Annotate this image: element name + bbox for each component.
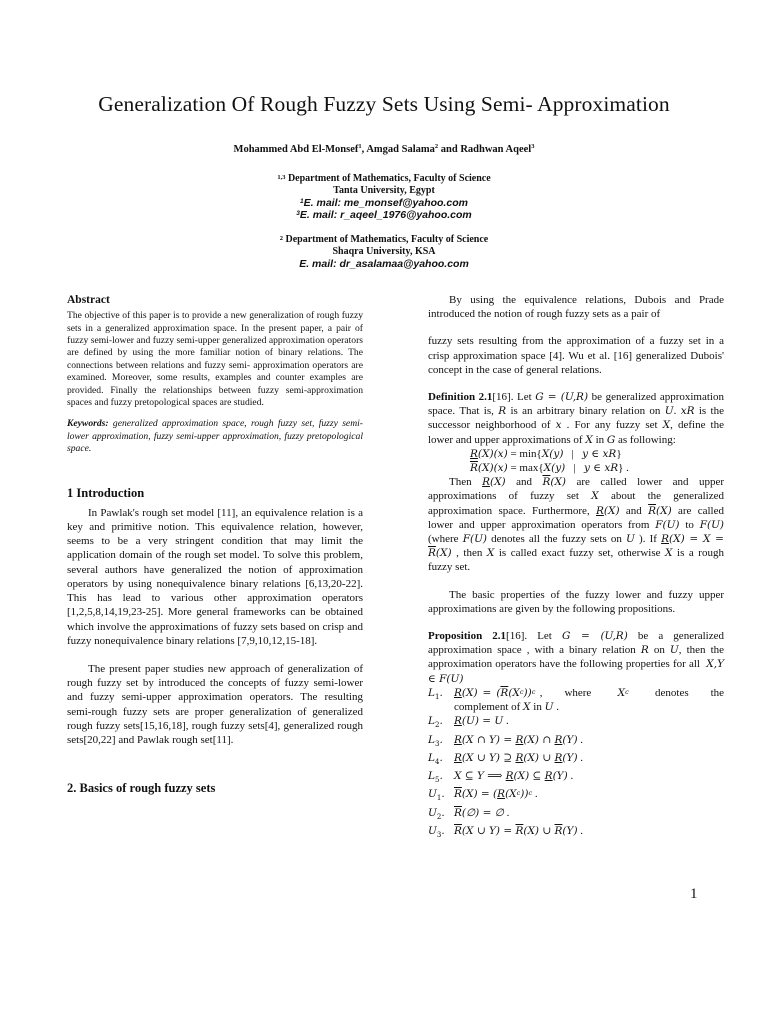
author-and: and (440, 144, 458, 155)
property-L1: $L_1$. $R(X) = (\overline{R}(X^c))^c$ , where $X^c$ denotes the complement of X in U . (428, 686, 725, 714)
abstract-text: The objective of this paper is to provide a new generalization of rough fuzzy sets in a generalized approximation space. In the present paper, a pair of fuzzy semi-lower and fuzzy semi-upper generalized approximation operators are defined by using the more familiar notion of binary relations. The connections between relations and fuzzy semi- approximation operators are examined. Moreover, some results, examples and counter examples are provided. Finally the relationships between fuzzy semi-approximation spaces and fuzzy pretopological spaces are studied. (67, 310, 363, 409)
right-column (428, 293, 724, 842)
email-3: $^3$E. mail: r_aqeel_1976@yahoo.com (296, 209, 472, 221)
author-3: Radhwan Aqeel (460, 144, 532, 155)
definition-formula-upper: $\overline{R}(X)(x) = \max\{X(y)$ | y ∈ xR} . (470, 462, 629, 475)
proposition-2-1: Proposition 2.1[16]. Let G = (U,R) be a generalized approximation space , with a binary relation R on U, then the approximation operators have the following properties for all X,Y ∈ F(U) (428, 630, 725, 685)
paper-title: Generalization Of Rough Fuzzy Sets Using Semi- Approximation (98, 92, 670, 116)
author-2-sup: 2 (434, 143, 439, 150)
property-L4: $L_4$. R(X ∪ Y) ⊇ R(X) ∪ R(Y) . (428, 751, 584, 766)
keywords (67, 418, 363, 455)
definition-ref: [16]. (492, 391, 514, 404)
keywords-text: generalized approximation space, rough fuzzy set, fuzzy semi-lower approximation, fuzzy semi-upper approximation, fuzzy pretopological space. (67, 418, 363, 455)
keywords-label: Keywords: (67, 418, 109, 430)
property-U2: $U_2$. $\overline{R}(\emptyset)$ = ∅ . (428, 806, 510, 821)
page-number: 1 (690, 886, 698, 902)
definition-formula-lower: R(X)(x) = min{X(y) | y ∈ xR} (470, 447, 622, 460)
property-L5: $L_5$. X ⊆ Y ⟹ R(X) ⊆ R(Y) . (428, 770, 574, 785)
author-1: Mohammed Abd El-Monsef (233, 144, 359, 155)
author-3-sup: 3 (531, 143, 535, 150)
proposition-ref: [16]. (506, 630, 528, 643)
email-1: $^1$E. mail: me_monsef@yahoo.com (300, 197, 468, 209)
affiliation-2 (0, 234, 768, 270)
author-1-sup: 1 (358, 143, 362, 150)
affiliation-1-univ: Tanta University, Egypt (333, 185, 435, 196)
definition-continuation: Then R(X) and $\overline{R}(X)$ are called lower and upper approximations of fuzzy set X about the generalized approximation space. Furthermore, R(X) and $\overline{R}(X)$ are called lower and upper approximation operators from F(U) to F(U) (where F(U) denotes all the fuzzy sets on U ). If $R(X) = X = \overline{R}(X)$ , then X is called exact fuzzy set, otherwise X is a rough fuzzy set. (428, 476, 725, 574)
email-2: E. mail: dr_asalamaa@yahoo.com (299, 258, 469, 270)
author-line: Mohammed Abd El-Monsef$^1$, Amgad Salama$^2$ and Radhwan Aqeel$^3$ (233, 143, 535, 155)
property-L3: $L_3$. R(X ∩ Y) = R(X) ∩ R(Y) . (428, 733, 584, 748)
affiliation-1-dept: $^{1,3}$ Department of Mathematics, Faculty of Science (277, 173, 491, 184)
affiliation-1 (0, 173, 768, 221)
affiliation-2-dept: $^2$ Department of Mathematics, Faculty of Science (279, 234, 489, 245)
definition-2-1: Definition 2.1[16]. Let G = (U,R) be generalized approximation space. That is, R is an arbitrary binary relation on U. xR is the successor neighborhood of x . For any fuzzy set X, define the lower and upper approximations of X in G as following: (428, 391, 724, 446)
right-paragraph-1: By using the equivalence relations, Dubois and Prade introduced the notion of rough fuzzy sets as a pair of (428, 294, 724, 321)
right-paragraph-4: The basic properties of the fuzzy lower and fuzzy upper approximations are given by the following propositions. (428, 588, 724, 615)
definition-label: Definition 2.1 (428, 391, 493, 404)
basics-heading: 2. Basics of rough fuzzy sets (67, 781, 216, 796)
property-L2: $L_2$. R(U) = U . (428, 715, 509, 730)
intro-paragraph-2: The present paper studies new approach of generalization of rough fuzzy set by introduced the concepts of fuzzy semi-lower and fuzzy semi-upper approximation operators. The resulting semi-rough fuzzy sets are proper generalization of generalized rough fuzzy sets[15,16,18], rough fuzzy sets[4], generalized rough sets[20,22] and Pawlak rough set[11]. (67, 662, 363, 746)
affiliation-2-univ: Shaqra University, KSA (332, 246, 436, 257)
intro-paragraph-1: In Pawlak's rough set model [11], an equivalence relation is a key and primitive notion. This equivalence relation, however, seems to be a very stringent condition that may limit the application domain of the rough set model. To solve this problem, several authors have generalized the notion of approximation operators by using nonequivalence binary relations [6,13,20-22]. This has lead to various other approximation operators [1,2,5,8,14,19,23-25]. More general frameworks can be obtained which involve the approximations of fuzzy sets based on crisp and fuzzy nonequivalence binary relations [7,9,10,12,15-18]. (67, 506, 363, 647)
author-2: Amgad Salama (366, 144, 435, 155)
property-U3: $U_3$. $\overline{R}(X$ ∪ $Y) = \overline{R}(X)$ ∪ $\overline{R}(Y)$ . (428, 825, 584, 840)
abstract-heading: Abstract (67, 294, 110, 306)
proposition-label: Proposition 2.1 (428, 630, 507, 643)
right-paragraph-2: fuzzy sets resulting from the approximation of a fuzzy set in a crisp approximation space [4]. Wu et al. [16] generalized Dubois' concept in the case of general relations. (428, 335, 724, 376)
property-U1: $U_1$. $\overline{R}(X) = (R(X^c))^c$ . (428, 788, 538, 803)
left-column (67, 293, 363, 795)
intro-heading: 1 Introduction (67, 485, 145, 500)
